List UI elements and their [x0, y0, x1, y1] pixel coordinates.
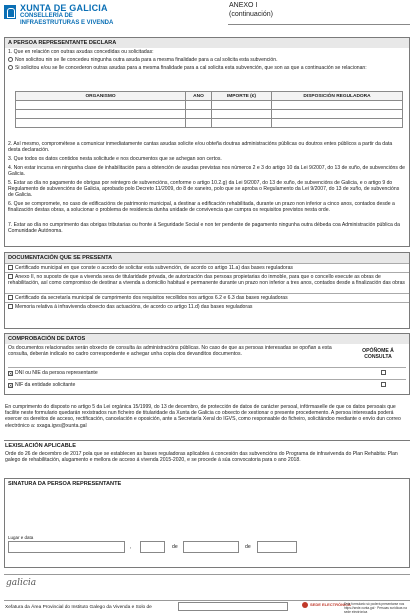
- declaration-item-5: 5. Estar ao día no pagamento de obrigas por reintegro de subvencións, conforme o artigo 10.2.g) da Lei 9/2007, do 13 de xuño, de subvencións de Galicia, e o artigo 9 do Regulamento de subvencións de Galicia, aprobado polo Decreto 11/2009, do 8 de xaneiro, polo que se aproba o Regulamento da Lei 9/2007, do 13 de xuño, de subvencións de Galicia.: [8, 180, 400, 199]
- section-title: DOCUMENTACIÓN QUE SE PRESENTA: [5, 253, 409, 263]
- table-row[interactable]: [16, 101, 403, 110]
- org-name: XUNTA DE GALICIA: [20, 3, 108, 13]
- page-header: [0, 0, 416, 34]
- declaration-section: [4, 37, 410, 247]
- xunta-logo-icon: [4, 5, 16, 19]
- declaration-item-4: 4. Non estar incursa en ningunha clase de inhabilitación para a obtención de axudas previstas nos números 2 e 3 do artigo 10 da Lei 9/2007, do 13 de xuño, de subvencións de Galicia.: [8, 165, 406, 178]
- oppose-header: OPÓÑOME Á CONSULTA: [362, 348, 394, 361]
- oppose-checkbox[interactable]: [381, 382, 386, 387]
- section-title: COMPROBACIÓN DE DATOS: [5, 334, 409, 344]
- checkbox[interactable]: [8, 371, 13, 376]
- section-title: SINATURA DA PERSOA REPRESENTANTE: [8, 481, 122, 487]
- section-title: A PERSOA REPRESENTANTE DECLARA: [5, 38, 409, 48]
- sede-label: SEDE ELECTRÓNICA: [310, 602, 351, 607]
- declaration-item-2: 2. Así mesmo, comprométese a comunicar inmediatamente cantas axudas solicite e/ou obteña doutras administracións públicas ou doutros entes públicos a partir da data desta declaración.: [8, 141, 393, 154]
- doc-item[interactable]: Anexo II, no suposto de que a vivenda sexa de titularidade privada, de autorización das persoas propietarias do inmoble, para que o concello execute as obras de rehabilitación, así como compromiso de destinar a vivenda a domicilio habitual e permanente durante un prazo non inferior a tres anos, contados desde a finalización das obras: [5, 272, 409, 293]
- annex-title: ANEXO I: [229, 2, 258, 9]
- declaration-item-1: 1. Que en relación con outras axudas concedidas ou solicitadas:: [8, 49, 154, 55]
- declaration-item-3: 3. Que todos os datos contidos nesta solicitude e nos documentos que se achegan son certos.: [8, 156, 222, 162]
- footer-divider: [4, 600, 410, 601]
- department-name: CONSELLERÍA DE INFRAESTRUTURAS E VIVENDA: [20, 13, 114, 26]
- option-not-requested[interactable]: Non solicitou nin se lle concedeu ningunha outra axuda para a mesma finalidade para a cal solicita esta subvención.: [5, 56, 409, 64]
- signature-section: [4, 478, 410, 568]
- radio-button[interactable]: [8, 57, 13, 62]
- option-requested[interactable]: Si solicitou e/ou se lle concederon outras axudas para a mesma finalidade para a cal solicita esta subvención, que son as que a continuación se relacionan:: [5, 64, 409, 71]
- col-header: ORGANISMO: [16, 92, 186, 101]
- section-title: LEXISLACIÓN APLICABLE: [5, 443, 76, 449]
- checkbox[interactable]: [8, 383, 13, 388]
- office-field[interactable]: [178, 602, 288, 611]
- verification-row: ✕NIF da entidade solicitante: [8, 379, 406, 390]
- place-field[interactable]: [8, 541, 125, 553]
- doc-item[interactable]: Certificado municipal en que conste o acordo de solicitar esta subvención, de acordo co artigo 11.a) das bases reguladoras: [5, 263, 409, 272]
- declaration-list: [5, 140, 409, 236]
- declaration-item-6: 6. Que se compromete, no caso de edificacións de patrimonio municipal, a destinar a edificación rehabilitada, durante un prazo non inferior a cinco anos, contados desde a finalización destas obras, a solucionar o problema de residencia dunha unidade de convivencia que cumpra os requisitos previstos nesta orde.: [8, 201, 395, 214]
- annex-subtitle: (continuación): [229, 11, 273, 18]
- separator: de: [172, 544, 178, 550]
- verification-row: ✕DNI ou NIE da persoa representante: [8, 367, 406, 378]
- separator: ,: [130, 544, 132, 550]
- sede-text: Este formulario só poderá presentarse nos https://sede.xunta.gal · Persoas xurídicas na sede electrónica: [344, 602, 407, 614]
- legislation-section: [4, 440, 410, 474]
- office-label: Xefatura da Área Provincial do Instituto Galego da Vivenda e Solo de: [5, 605, 152, 610]
- privacy-notice: En cumprimento do disposto no artigo 5 da Lei orgánica 15/1999, do 13 de decembro, de protección de datos de carácter persoal, infórmaselle de que os datos persoais que facilite neste formulario quedarán rexistrados nun ficheiro de titularidade da Xunta de Galicia co obxecto de xestionar o presente procedemento. A persoa interesada poderá exercer os dereitos de acceso, rectificación, cancelación e oposición, ante a Secretaría Xeral do IGVS, como responsable do ficheiro, solicitándoo mediante o envío dun correo electrónico a: sxaga.igvs@xunta.gal: [5, 404, 401, 429]
- header-divider: [228, 24, 410, 25]
- year-field[interactable]: [257, 541, 297, 553]
- other-aid-table: [15, 91, 403, 128]
- separator: de: [245, 544, 251, 550]
- checkbox[interactable]: [8, 265, 13, 270]
- month-field[interactable]: [183, 541, 239, 553]
- footer-divider: [4, 574, 410, 575]
- galicia-brand-logo: galicia: [6, 578, 37, 588]
- checkbox[interactable]: [8, 295, 13, 300]
- checkbox[interactable]: [8, 304, 13, 309]
- col-header: IMPORTE (€): [212, 92, 272, 101]
- table-row[interactable]: [16, 110, 403, 119]
- col-header: ANO: [186, 92, 212, 101]
- day-field[interactable]: [140, 541, 165, 553]
- oppose-checkbox[interactable]: [381, 370, 386, 375]
- declaration-item-7: 7. Estar ao día no cumprimento das obrigas tributarias ou fronte á Seguridade Social e non ter pendente de pagamento ningunha outra débeda coa Administración pública da Comunidade Autónoma.: [8, 222, 400, 235]
- data-verification-section: [4, 333, 410, 395]
- legislation-text: Orde do 26 de decembro de 2017 pola que se establecen as bases reguladoras aplicables á concesión das subvencións do Programa de infravivenda do Plan Rehabita: Plan galego de rehabilitación, alugamento e mellora de acceso á vivenda 2015-2020, e se procede á súa convocatoria para o ano 2018.: [5, 451, 398, 464]
- documentation-section: [4, 252, 410, 329]
- doc-item[interactable]: Memoria relativa á infravivenda obxecto das actuacións, de acordo co artigo 11.d) das bases reguladoras: [5, 302, 409, 311]
- checkbox[interactable]: [8, 274, 13, 279]
- table-row[interactable]: [16, 119, 403, 128]
- place-date-label: Lugar e data: [8, 535, 34, 540]
- doc-item[interactable]: Certificado da secretaría municipal de cumprimento dos requisitos recollidos nos artigos 6.2 e 6.3 das bases reguladoras: [5, 293, 409, 302]
- radio-button[interactable]: [8, 65, 13, 70]
- col-header: DISPOSICIÓN REGULADORA: [272, 92, 403, 101]
- verification-intro: Os documentos relacionados serán obxecto de consulta ás administracións públicas. No caso de que as persoas interesadas se opoñan a esta consulta, deberán indicalo no cadro correspondente e achegar unha copia dos devanditos documentos.: [8, 345, 332, 358]
- sede-icon: [302, 602, 308, 608]
